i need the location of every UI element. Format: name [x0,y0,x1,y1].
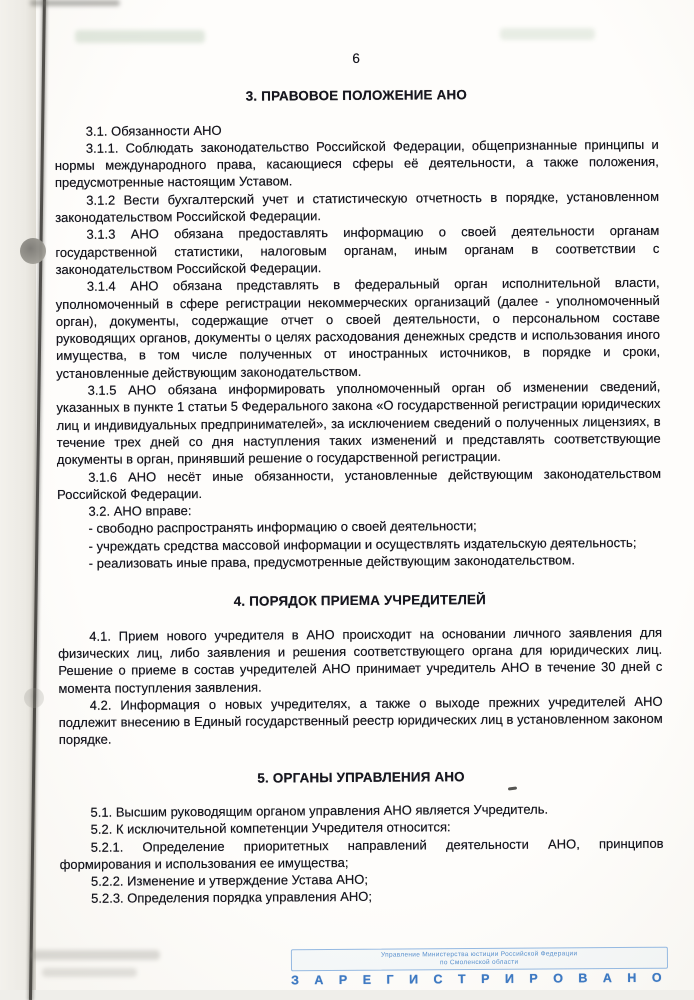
stamp-authority-line1: Управление Министерства юстиции Российской Федерации [381,950,578,959]
registration-stamp [291,947,668,988]
scan-artifact [75,30,205,43]
registration-stamp-header [291,947,668,972]
page-number: 6 [352,50,360,66]
paragraph-4-2: 4.2. Информация о новых учредителях, а также о выходе прежних учредителей АНО подлежит внесению в Единый государственный реестр юридических лиц в установленном законом порядке. [58,693,663,748]
stamp-authority-line2: по Смоленской области [440,958,519,967]
paragraph-3-1: 3.1. Обязанности АНО [85,122,222,139]
paragraph-3-1-3: 3.1.3 АНО обязана предоставлять информацию о своей деятельности органам государственной статистики, налоговым органам, иным органам в соответствии с законодательством Российской Федерации. [55,223,660,277]
list-item: - учреждать средства массовой информации и осуществлять издательскую деятельность; [88,534,637,554]
section-5-heading: 5. ОРГАНЫ УПРАВЛЕНИЯ АНО [257,768,465,786]
binder-hole-faint [24,688,44,708]
paragraph-3-2: 3.2. АНО вправе: [88,503,192,519]
section-4-heading: 4. ПОРЯДОК ПРИЕМА УЧРЕДИТЕЛЕЙ [233,592,487,610]
list-item: - реализовать иные права, предусмотренные действующим законодательством. [88,552,575,571]
paragraph-4-1: 4.1. Прием нового учредителя в АНО происходит на основании личного заявления для физических лиц, либо заявления и решения соответствующего органа для юридических лиц. Решение о приеме в состав учредителей АНО принимает учредитель АНО в течение 30 дней с момента поступления заявления. [58,624,663,696]
paragraph-5-2: 5.2. К исключительной компетенции Учредителя относится: [90,819,451,838]
binder-hole [20,238,46,264]
paragraph-5-2-1: 5.2.1. Определение приоритетных направлений деятельности АНО, принципов формирования и использования ее имущества; [59,835,664,872]
paragraph-3-1-4: 3.1.4 АНО обязана представлять в федеральный орган исполнительной власти, уполномоченный в сфере регистрации некоммерческих организаций (далее - уполномоченный орган), документы, содержащие отчет о своей деятельности, о персональном составе руководящих органов, документы о целях расходования денежных средств и использования иного имущества, в том числе полученных от иностранных источников, в порядке и сроки, установленные действующим законодательством. [55,275,661,381]
paragraph-5-2-3: 5.2.3. Определения порядка управления АНО; [91,889,373,907]
section-3-heading: 3. ПРАВОВОЕ ПОЛОЖЕНИЕ АНО [245,87,467,104]
stamp-registered-text: З А Р Е Г И С Т Р И Р О В А Н О [291,970,669,988]
scan-artifact [500,28,595,40]
scan-artifact [42,968,137,977]
paragraph-3-1-6: 3.1.6 АНО несёт иные обязанности, установленные действующим законодательством Российской Федерации. [57,465,662,502]
paragraph-3-1-5: 3.1.5 АНО обязана информировать уполномоченный орган об изменении сведений, указанных в пункте 1 статьи 5 Федерального закона «О государственной регистрации юридических лиц и индивидуальных предпринимателей», за исключением сведений о полученных лицензиях, в течение трех дней со дня наступления таких изменений и представлять соответствующие документы в орган, принявший решение о государственной регистрации. [56,378,661,468]
list-item: - свободно распространять информацию о своей деятельности; [88,518,477,537]
paragraph-5-2-2: 5.2.2. Изменение и утверждение Устава АНО; [90,872,369,889]
document-body [54,48,664,908]
scan-artifact [30,0,120,6]
scan-artifact [30,950,160,960]
paragraph-3-1-2: 3.1.2 Вести бухгалтерский учет и статистическую отчетность в порядке, установленном законодательством Российской Федерации. [55,188,660,226]
paragraph-5-1: 5.1. Высшим руководящим органом управления АНО является Учредитель. [90,801,549,820]
paragraph-3-1-1: 3.1.1. Соблюдать законодательство Российской Федерации, общепризнанные принципы и нормы международного права, касающиеся сферы её деятельности, а также положения, предусмотренные настоящим Уставом. [54,136,659,191]
